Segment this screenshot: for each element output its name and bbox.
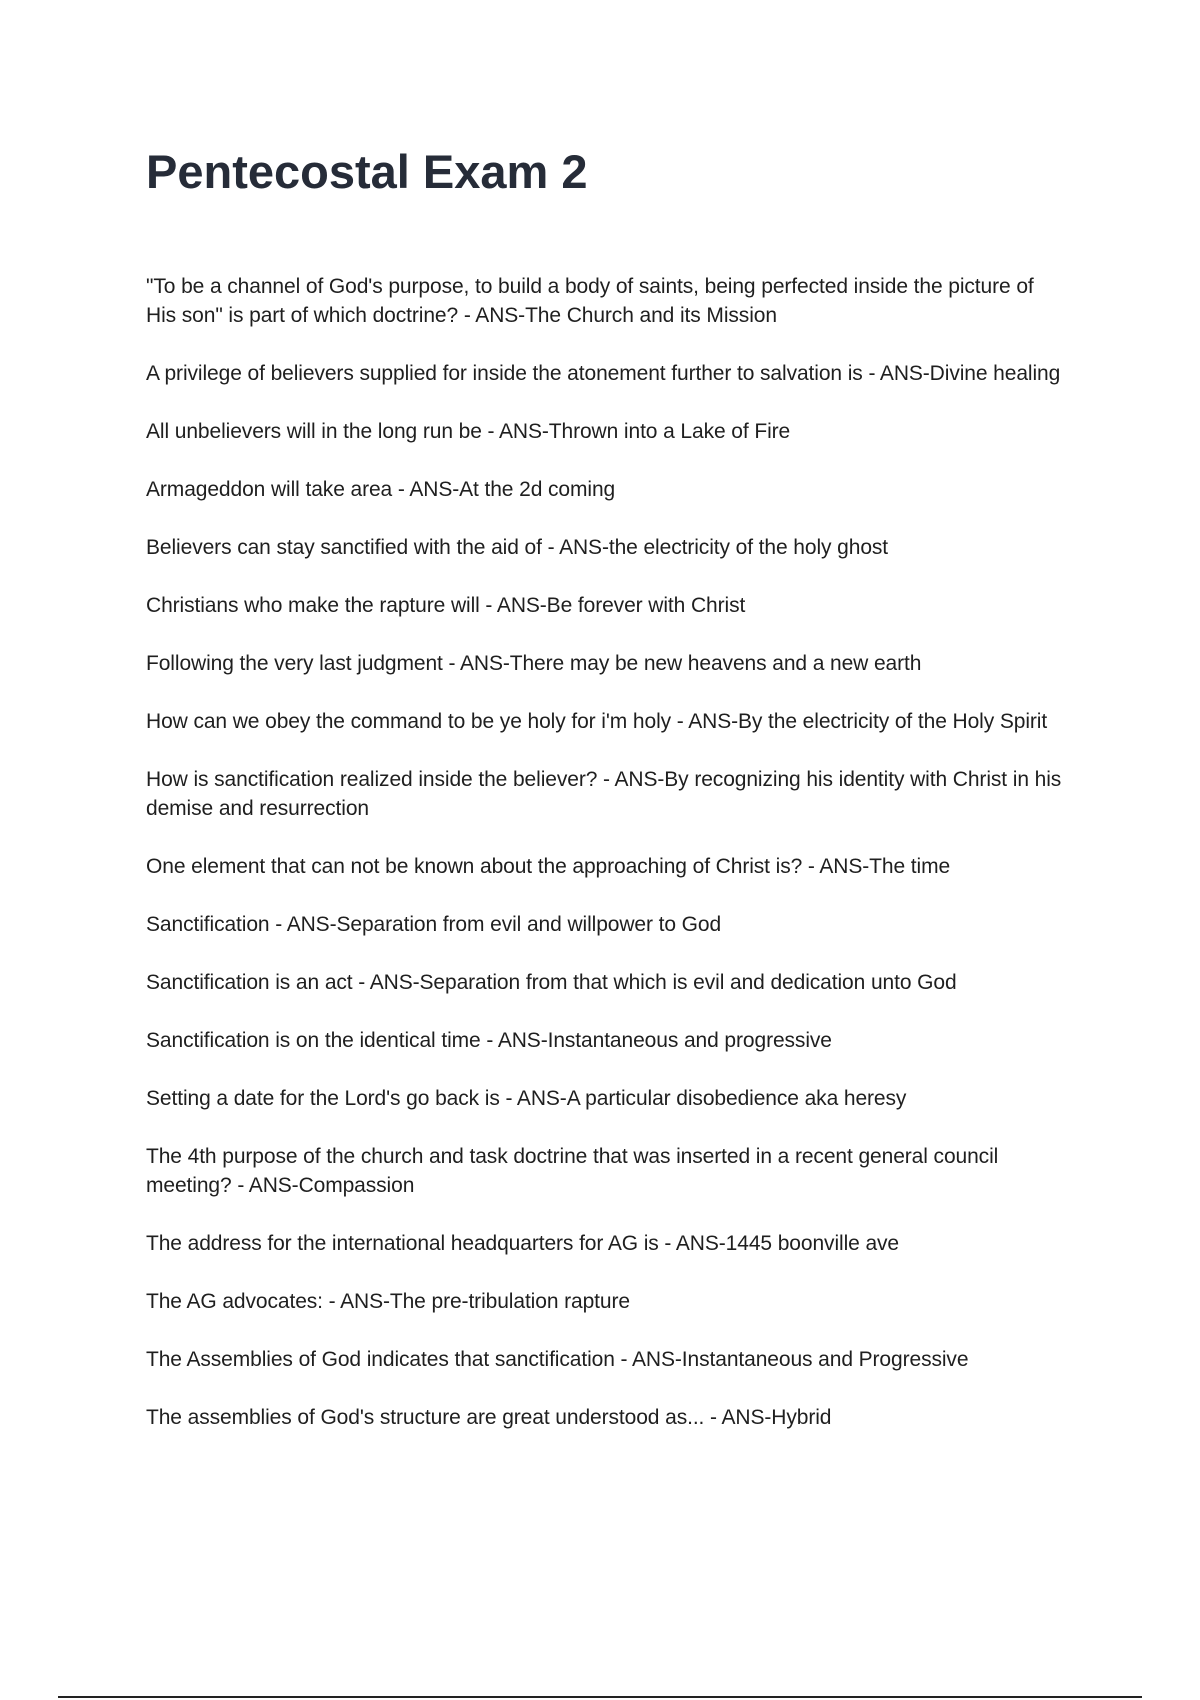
- page-title: Pentecostal Exam 2: [146, 145, 588, 198]
- qa-item-12: Sanctification is an act - ANS-Separation from that which is evil and dedication unto God: [146, 971, 957, 994]
- qa-item-16: The address for the international headquarters for AG is - ANS-1445 boonville ave: [146, 1232, 900, 1255]
- qa-item-2: A privilege of believers supplied for inside the atonement further to salvation is - ANS-Divine healing: [146, 362, 1061, 385]
- qa-item-13: Sanctification is on the identical time - ANS-Instantaneous and progressive: [146, 1029, 832, 1052]
- qa-item-7: Following the very last judgment - ANS-There may be new heavens and a new earth: [146, 652, 922, 675]
- qa-item-4: Armageddon will take area - ANS-At the 2d coming: [146, 478, 616, 501]
- qa-item-3: All unbelievers will in the long run be - ANS-Thrown into a Lake of Fire: [146, 420, 791, 443]
- qa-item-11: Sanctification - ANS-Separation from evil and willpower to God: [146, 913, 722, 936]
- qa-item-1: "To be a channel of God's purpose, to build a body of saints, being perfected inside the picture of His son" is part of which doctrine? - ANS-The Church and its Mission: [146, 275, 1034, 327]
- qa-item-14: Setting a date for the Lord's go back is - ANS-A particular disobedience aka heresy: [146, 1087, 907, 1110]
- qa-item-10: One element that can not be known about the approaching of Christ is? - ANS-The time: [146, 855, 951, 878]
- qa-item-19: The assemblies of God's structure are great understood as... - ANS-Hybrid: [146, 1406, 832, 1429]
- qa-item-8: How can we obey the command to be ye holy for i'm holy - ANS-By the electricity of the Holy Spirit: [146, 710, 1048, 733]
- bottom-rule: [58, 1696, 1142, 1698]
- qa-item-15: The 4th purpose of the church and task doctrine that was inserted in a recent general council meeting? - ANS-Compassion: [146, 1145, 999, 1197]
- qa-item-17: The AG advocates: - ANS-The pre-tribulation rapture: [146, 1290, 630, 1313]
- qa-list: [146, 272, 1066, 1461]
- qa-item-18: The Assemblies of God indicates that sanctification - ANS-Instantaneous and Progressive: [146, 1348, 969, 1371]
- qa-item-9: How is sanctification realized inside the believer? - ANS-By recognizing his identity with Christ in his demise and resurrection: [146, 768, 1062, 820]
- qa-item-6: Christians who make the rapture will - ANS-Be forever with Christ: [146, 594, 746, 617]
- qa-item-5: Believers can stay sanctified with the aid of - ANS-the electricity of the holy ghost: [146, 536, 889, 559]
